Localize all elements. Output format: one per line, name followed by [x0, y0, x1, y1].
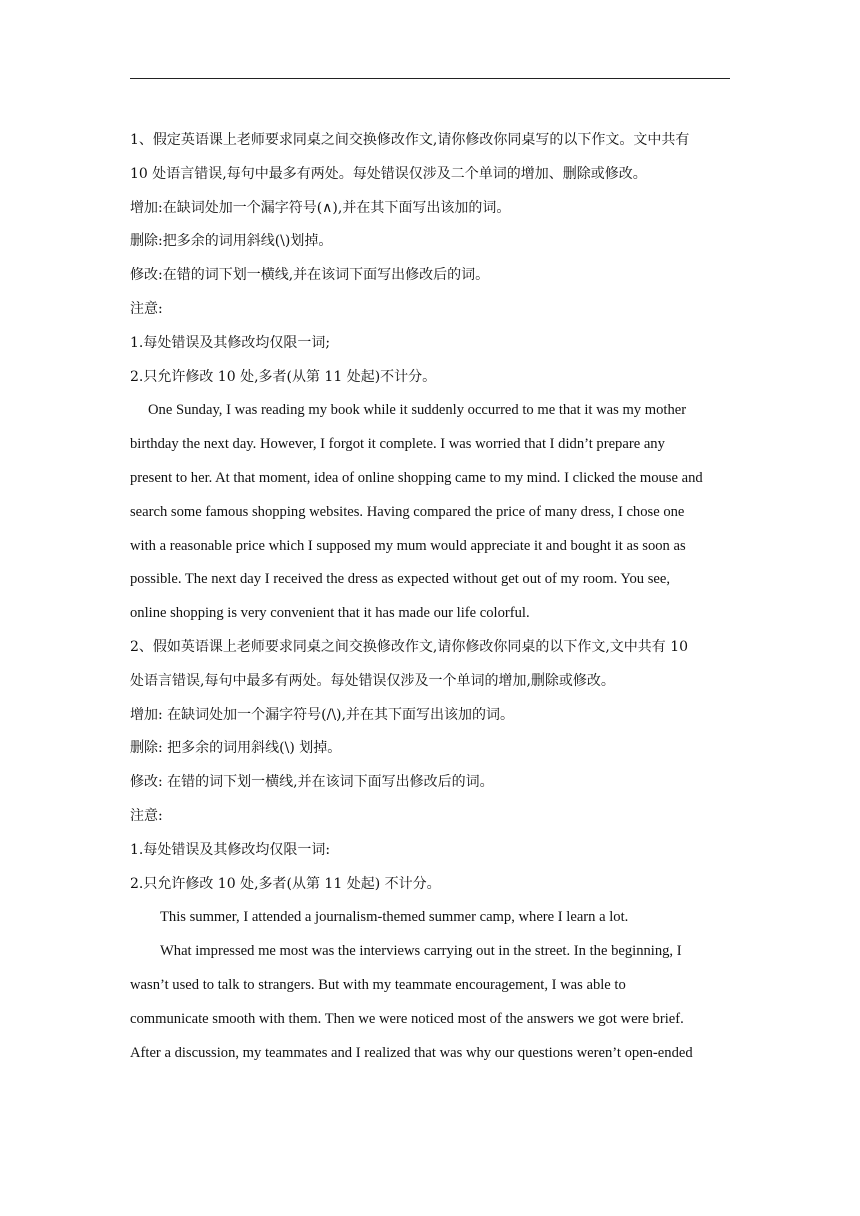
note-heading-2: 注意: — [130, 807, 163, 824]
instruction-modify-2: 修改: 在错的词下划一横线,并在该词下面写出修改后的词。 — [130, 774, 494, 791]
essay-2-line-1: This summer, I attended a journalism-themed summer camp, where I learn a lot. — [160, 909, 629, 926]
essay-2-line-5: After a discussion, my teammates and I realized that was why our questions weren’t open-ended — [130, 1044, 693, 1061]
header-rule — [130, 78, 730, 79]
instruction-delete: 删除:把多余的词用斜线(\)划掉。 — [130, 233, 333, 250]
essay-1-line-2: birthday the next day. However, I forgot it complete. I was worried that I didn’t prepare any — [130, 436, 665, 453]
note-item-1: 1.每处错误及其修改均仅限一词; — [130, 334, 331, 351]
instruction-add-2: 增加: 在缺词处加一个漏字符号(/\),并在其下面写出该加的词。 — [130, 706, 514, 723]
essay-1-line-5: with a reasonable price which I supposed my mum would appreciate it and bought it as soon as — [130, 537, 686, 554]
essay-2-line-2: What impressed me most was the interviews carrying out in the street. In the beginning, I — [160, 943, 682, 960]
question-2-line-1: 2、假如英语课上老师要求同桌之间交换修改作文,请你修改你同桌的以下作文,文中共有 10 — [130, 638, 689, 655]
question-1-line-2: 10 处语言错误,每句中最多有两处。每处错误仅涉及二个单词的增加、删除或修改。 — [130, 165, 647, 182]
instruction-add: 增加:在缺词处加一个漏字符号(∧),并在其下面写出该加的词。 — [130, 199, 511, 216]
essay-1-line-6: possible. The next day I received the dress as expected without get out of my room. You see, — [130, 571, 670, 588]
question-2-line-2: 处语言错误,每句中最多有两处。每处错误仅涉及一个单词的增加,删除或修改。 — [130, 672, 615, 689]
essay-2-line-3: wasn’t used to talk to strangers. But with my teammate encouragement, I was able to — [130, 976, 626, 993]
note-item-2: 2.只允许修改 10 处,多者(从第 11 处起)不计分。 — [130, 368, 437, 385]
question-1-line-1: 1、假定英语课上老师要求同桌之间交换修改作文,请你修改你同桌写的以下作文。文中共有 — [130, 132, 690, 148]
document-body — [130, 124, 730, 1070]
essay-2-line-4: communicate smooth with them. Then we were noticed most of the answers we got were brief. — [130, 1010, 684, 1027]
instruction-modify: 修改:在错的词下划一横线,并在该词下面写出修改后的词。 — [130, 267, 490, 284]
essay-1-line-4: search some famous shopping websites. Having compared the price of many dress, I chose one — [130, 503, 685, 520]
essay-1-line-7: online shopping is very convenient that it has made our life colorful. — [130, 605, 530, 622]
essay-1-line-1: One Sunday, I was reading my book while it suddenly occurred to me that it was my mother — [148, 402, 687, 419]
note-item-1-2: 1.每处错误及其修改均仅限一词: — [130, 841, 331, 858]
instruction-delete-2: 删除: 把多余的词用斜线(\) 划掉。 — [130, 740, 342, 757]
note-item-2-2: 2.只允许修改 10 处,多者(从第 11 处起) 不计分。 — [130, 875, 441, 892]
note-heading: 注意: — [130, 300, 163, 317]
essay-1-line-3: present to her. At that moment, idea of online shopping came to my mind. I clicked the mouse and — [130, 469, 703, 486]
